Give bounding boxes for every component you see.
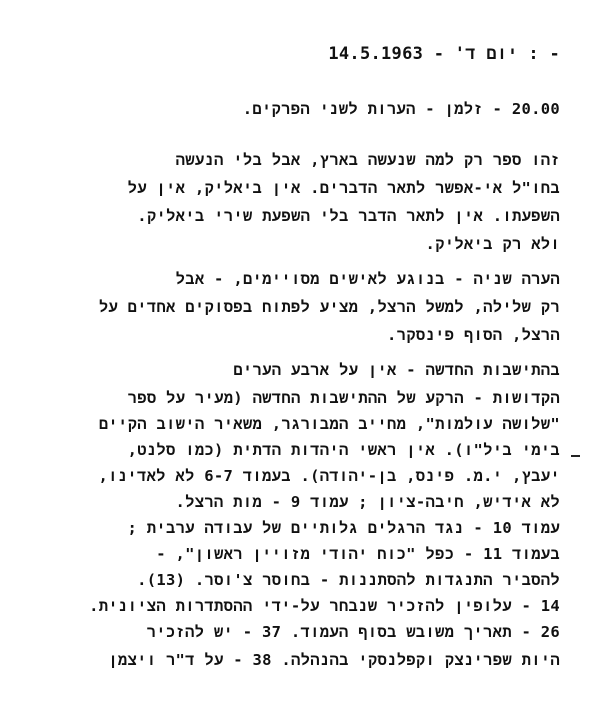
subheader-line: 20.00 - זלמן - הערות לשני הפרקים. <box>242 100 560 118</box>
text-line: הרצל, הסוף פינסקר. <box>387 326 560 344</box>
stray-dash-mark <box>571 455 580 457</box>
text-line: בהתישבות החדשה - אין על ארבע הערים <box>233 361 560 379</box>
text-line: ולא רק ביאליק. <box>425 235 560 253</box>
text-line: הקדושות - הרקע של ההתישבות החדשה (מעיר על ספר <box>127 389 560 407</box>
header-date-line: - : יום ד' - 14.5.1963 <box>328 44 560 64</box>
text-line: עמוד 10 - נגד הרגלים גלותיים של עבודה ערבית ; <box>127 519 560 537</box>
text-line: בימי ביל"ו). אין ראשי היהדות הדתית (כמו סלנט, <box>127 441 560 459</box>
text-line: הערה שניה - בנוגע לאישים מסויימים, - אבל <box>175 270 560 288</box>
text-line: השפעתו. אין לתאר הדבר בלי השפעת שירי ביאליק. <box>137 207 560 225</box>
text-line: "שלושה עולמות", מחייב המבורגר, משאיר הישוב הקיים <box>98 415 560 433</box>
text-line: לא אידיש, חיבה-ציון ; עמוד 9 - מות הרצל. <box>175 493 560 511</box>
text-line: 26 - תאריך משובש בסוף העמוד. 37 - יש להזכיר <box>146 623 560 641</box>
text-line: 14 - עלופין להזכיר שנבחר על-ידי ההסתדרות הציונית. <box>89 597 560 615</box>
text-line: בחו"ל אי-אפשר לתאר הדברים. אין ביאליק, אין על <box>127 179 560 197</box>
text-line: יעבץ, י.מ. פינס, בן-יהודה). בעמוד 6-7 לא לאדינו, <box>98 467 560 485</box>
text-line: בעמוד 11 - כפל "כוח יהודי מזויין ראשון", - <box>156 545 560 563</box>
text-line: להסביר התנגדות להסתננות - בחוסר צ'וסר. (13). <box>137 571 560 589</box>
text-line: היות שפרינצק וקפלנסקי בהנהלה. 38 - על ד"ר ויצמן <box>108 651 560 669</box>
text-line: זהו ספר רק למה שנעשה בארץ, אבל בלי הנעשה <box>175 151 560 169</box>
text-line: רק שלילה, למשל הרצל, מציע לפתוח בפסוקים אחדים על <box>98 298 560 316</box>
